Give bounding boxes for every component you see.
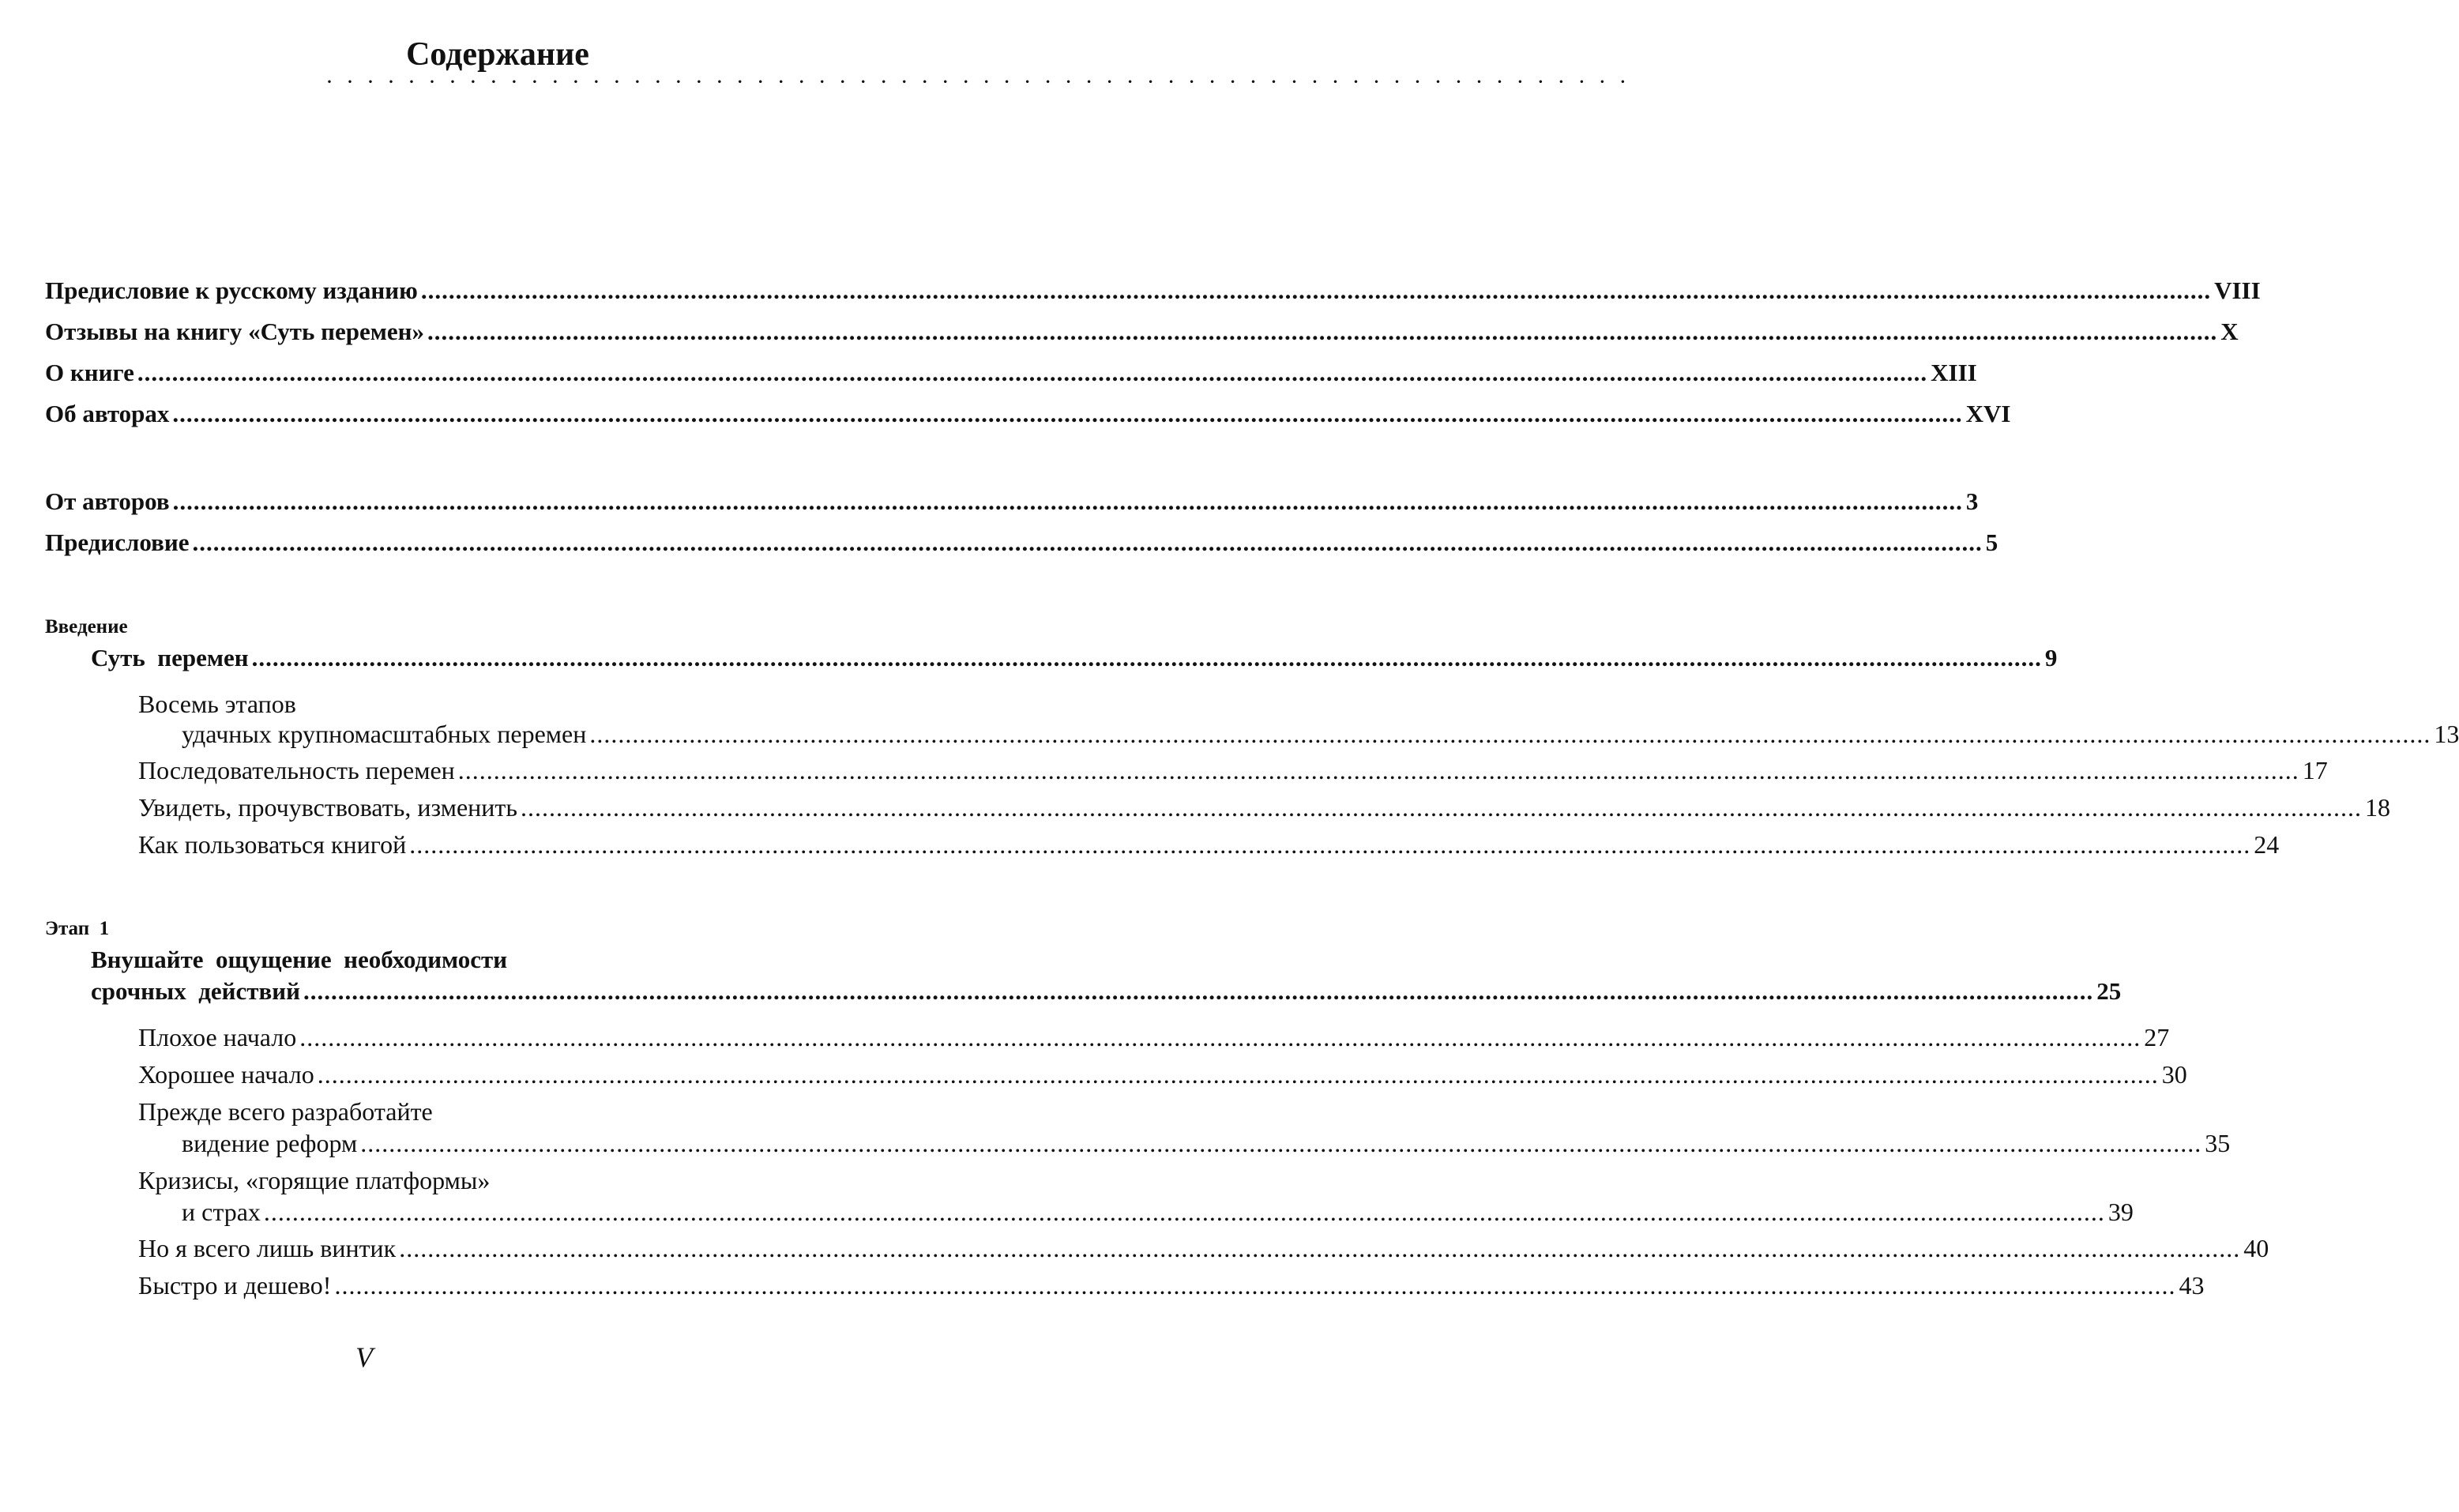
dot-leader — [458, 756, 2299, 785]
toc-entry-preface-2[interactable] — [45, 528, 1998, 557]
toc-page-number: 25 — [2096, 977, 2122, 1005]
toc-entry-label: Плохое начало — [138, 1023, 297, 1051]
toc-page-number: 39 — [2107, 1198, 2134, 1226]
page-title: Содержание — [406, 36, 589, 73]
toc-entry-label: Об авторах — [45, 400, 170, 427]
dot-leader — [427, 318, 2217, 346]
toc-entry-front-3[interactable] — [45, 359, 1977, 387]
toc-entry-label: удачных крупномасштабных перемен — [182, 720, 587, 748]
toc-page-number: 40 — [2243, 1234, 2269, 1262]
dot-leader — [193, 528, 1983, 557]
toc-page-number: XIII — [1931, 359, 1977, 386]
toc-entry-label-line1: Прежде всего разработайте — [138, 1097, 433, 1126]
toc-entry-label: Отзывы на книгу «Суть перемен» — [45, 318, 424, 345]
toc-entry-front-1[interactable] — [45, 276, 2261, 305]
dot-leader — [399, 1234, 2240, 1263]
dot-leader — [264, 1198, 2105, 1227]
toc-page-number: 30 — [2161, 1060, 2187, 1089]
toc-chapter-label-line1: Внушайте ощущение необходимости — [91, 946, 508, 973]
dot-leader — [318, 1060, 2159, 1089]
toc-entry-label: Хорошее начало — [138, 1060, 314, 1089]
dot-leader — [521, 793, 2362, 822]
toc-entry-stage1-1[interactable] — [138, 1023, 2170, 1052]
dot-leader — [172, 400, 1962, 428]
dot-leader — [589, 720, 2431, 749]
toc-entry-label: и страх — [182, 1198, 261, 1226]
toc-entry-stage1-2[interactable] — [138, 1060, 2187, 1089]
toc-entry-label: От авторов — [45, 487, 170, 515]
toc-entry-front-2[interactable] — [45, 318, 2239, 346]
toc-page-number: 3 — [1965, 487, 1979, 515]
toc-entry-intro-3[interactable] — [138, 793, 2390, 822]
toc-entry-stage1-6[interactable] — [138, 1271, 2205, 1300]
page-folio: V — [355, 1341, 373, 1373]
dot-leader — [409, 830, 2250, 859]
toc-page-number: VIII — [2214, 276, 2261, 304]
dot-leader — [421, 276, 2211, 305]
toc-entry-label: Предисловие к русскому изданию — [45, 276, 418, 304]
dot-leader — [299, 1023, 2141, 1052]
toc-entry-label: Предисловие — [45, 528, 190, 556]
title-dotted-rule: ································································ — [325, 69, 1640, 95]
toc-entry-label: видение реформ — [182, 1129, 358, 1157]
dot-leader — [360, 1129, 2201, 1158]
toc-page-number: XVI — [1965, 400, 2011, 427]
toc-page-number: 24 — [2254, 830, 2280, 859]
dot-leader — [173, 487, 1963, 516]
toc-entry-intro-2[interactable] — [138, 756, 2328, 785]
toc-page-number: 13 — [2434, 720, 2459, 748]
toc-entry-label-line1: Кризисы, «горящие платформы» — [138, 1166, 491, 1194]
toc-entry-stage1-5[interactable] — [138, 1234, 2269, 1263]
dot-leader — [303, 977, 2093, 1006]
dot-leader — [137, 359, 1927, 387]
toc-page-number: 17 — [2302, 756, 2328, 784]
dot-leader — [252, 644, 2042, 672]
toc-entry-label: Увидеть, прочувствовать, изменить — [138, 793, 517, 822]
toc-entry-label: срочных действий — [91, 977, 300, 1005]
dot-leader — [334, 1271, 2175, 1300]
toc-entry-intro-4[interactable] — [138, 830, 2280, 859]
toc-entry-intro-1[interactable] — [182, 720, 2459, 749]
toc-entry-label: Быстро и дешево! — [138, 1271, 332, 1299]
toc-page-number: 35 — [2205, 1129, 2231, 1157]
toc-page-number: 5 — [1985, 528, 1998, 556]
toc-entry-stage1-4[interactable] — [182, 1198, 2134, 1227]
toc-entry-label: Последовательность перемен — [138, 756, 455, 784]
toc-page-number: 18 — [2364, 793, 2390, 822]
toc-entry-preface-1[interactable] — [45, 487, 1979, 516]
toc-page-number: 9 — [2044, 644, 2058, 671]
toc-chapter-stage1[interactable] — [91, 977, 2122, 1006]
section-label-intro: Введение — [45, 616, 128, 638]
toc-entry-label-line1: Восемь этапов — [138, 690, 296, 718]
toc-entry-front-4[interactable] — [45, 400, 2011, 428]
section-label-stage1: Этап 1 — [45, 918, 110, 939]
toc-page-number: X — [2220, 318, 2239, 345]
toc-entry-stage1-3[interactable] — [182, 1129, 2231, 1158]
toc-chapter-intro[interactable] — [91, 644, 2058, 672]
toc-entry-label: Как пользоваться книгой — [138, 830, 407, 859]
toc-page-number: 27 — [2144, 1023, 2170, 1051]
toc-entry-label: Суть перемен — [91, 644, 249, 671]
toc-entry-label: О книге — [45, 359, 134, 386]
toc-entry-label: Но я всего лишь винтик — [138, 1234, 397, 1262]
toc-page-number: 43 — [2179, 1271, 2205, 1299]
